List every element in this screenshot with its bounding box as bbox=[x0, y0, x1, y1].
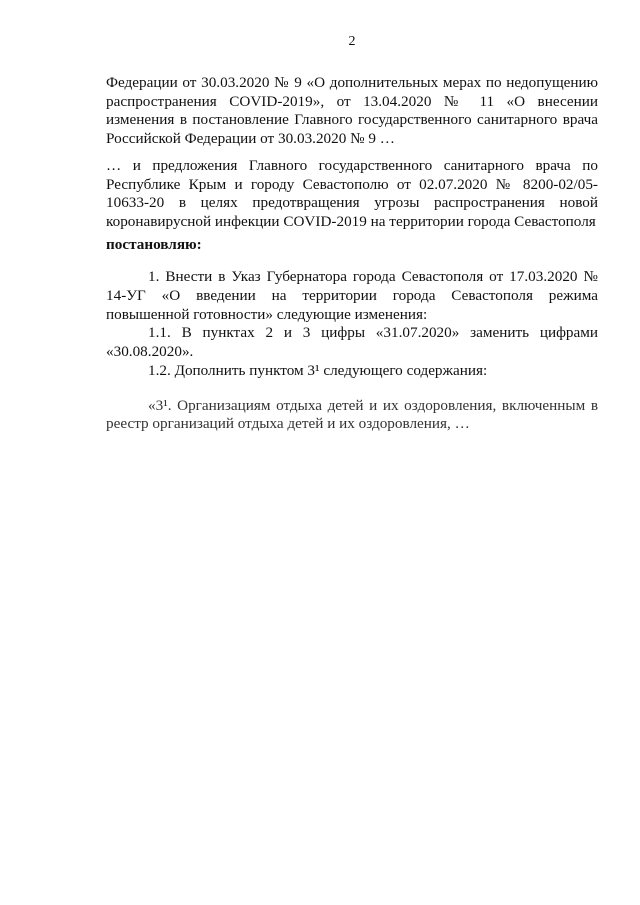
item-3-1-excerpt: «3¹. Организациям отдыха детей и их оздоровления, включенным в реестр организаций отдыха детей и их оздоровления, … bbox=[106, 396, 598, 433]
decree-word: постановляю: bbox=[106, 235, 202, 253]
document-body bbox=[106, 74, 598, 434]
item-1: 1. Внести в Указ Губернатора города Севастополя от 17.03.2020 № 14-УГ «О введении на территории города Севастополя режима повышенной готовности» следующие изменения: bbox=[106, 268, 598, 323]
item-1-2: 1.2. Дополнить пунктом 3¹ следующего содержания: bbox=[148, 361, 488, 379]
middle-excerpt: … и предложения Главного государственного санитарного врача по Республике Крым и городу Севастополю от 02.07.2020 № 8200-02/05-10633-20 в целях предотвращения угрозы распространения новой коронавирусной инфекции COVID-2019 на территории города Севастополя bbox=[106, 156, 598, 230]
page-number: 2 bbox=[348, 34, 356, 49]
opening-excerpt: Федерации от 30.03.2020 № 9 «О дополнительных мерах по недопущению распространения COVID-2019», от 13.04.2020 № 11 «О внесении изменения в постановление Главного государственного санитарного врача Российской Федерации от 30.03.2020 № 9 … bbox=[106, 74, 598, 148]
item-1-1: 1.1. В пунктах 2 и 3 цифры «31.07.2020» заменить цифрами «30.08.2020». bbox=[106, 324, 598, 361]
